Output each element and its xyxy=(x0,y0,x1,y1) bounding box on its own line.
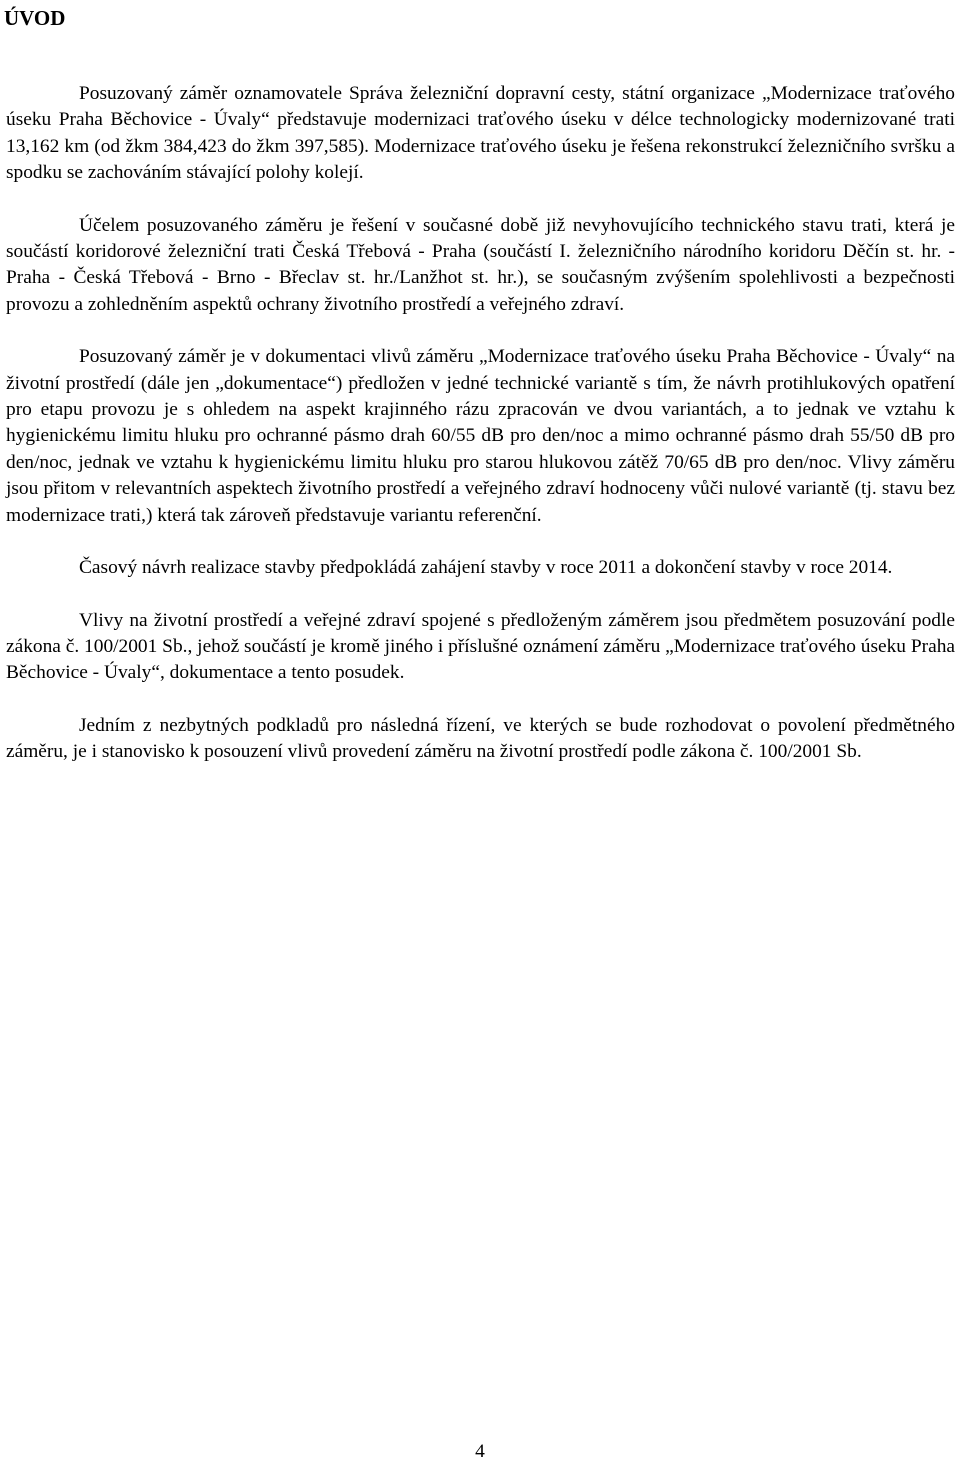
section-heading: ÚVOD xyxy=(4,6,66,30)
paragraph-project-description: Posuzovaný záměr oznamovatele Správa železniční dopravní cesty, státní organizace „Modernizace traťového úseku Praha Běchovice - Úvaly“ představuje modernizaci traťového úseku v délce technologicky modernizované trati 13,162 km (od žkm 384,423 do žkm 397,585). Modernizace traťového úseku je řešena rekonstrukcí železničního svršku a spodku se zachováním stávající polohy kolejí. xyxy=(6,83,955,184)
paragraph-legal-assessment: Vlivy na životní prostředí a veřejné zdraví spojené s předloženým záměrem jsou předmětem posuzování podle zákona č. 100/2001 Sb., jehož součástí je kromě jiného i příslušné oznámení záměru „Modernizace traťového úseku Praha Běchovice - Úvaly“, dokumentace a tento posudek. xyxy=(6,609,955,684)
document-body xyxy=(6,81,955,792)
paragraph-project-purpose: Účelem posuzovaného záměru je řešení v současné době již nevyhovujícího technického stavu trati, která je součástí koridorové železniční trati Česká Třebová - Praha (součástí I. železničního národního koridoru Děčín st. hr. - Praha - Česká Třebová - Brno - Břeclav st. hr./Lanžhot st. hr.), se současným zvýšením spolehlivosti a bezpečnosti provozu a zohledněním aspektů ochrany životního prostředí a veřejného zdraví. xyxy=(6,214,955,315)
page-number: 4 xyxy=(475,1441,485,1462)
paragraph-opinion: Jedním z nezbytných podkladů pro následná řízení, ve kterých se bude rozhodovat o povolení předmětného záměru, je i stanovisko k posouzení vlivů provedení záměru na životní prostředí podle zákona č. 100/2001 Sb. xyxy=(6,714,955,763)
paragraph-documentation-variants: Posuzovaný záměr je v dokumentaci vlivů záměru „Modernizace traťového úseku Praha Běchovice - Úvaly“ na životní prostředí (dále jen „dokumentace“) předložen v jedné technické variantě s tím, že návrh protihlukových opatření pro etapu provozu je s ohledem na aspekt krajinného rázu zpracován ve dvou variantách, a to jednak ve vztahu k hygienickému limitu hluku pro ochranné pásmo drah 60/55 dB pro den/noc a mimo ochranné pásmo drah 55/50 dB pro den/noc, jednak ve vztahu k hygienickému limitu hluku pro starou hlukovou zátěž 70/65 dB pro den/noc. Vlivy záměru jsou přitom v relevantních aspektech životního prostředí a veřejného zdraví hodnoceny vůči nulové variantě (tj. stavu bez modernizace trati,) která tak zároveň představuje variantu referenční. xyxy=(6,346,955,526)
paragraph-schedule: Časový návrh realizace stavby předpokládá zahájení stavby v roce 2011 a dokončení stavby v roce 2014. xyxy=(79,557,893,579)
